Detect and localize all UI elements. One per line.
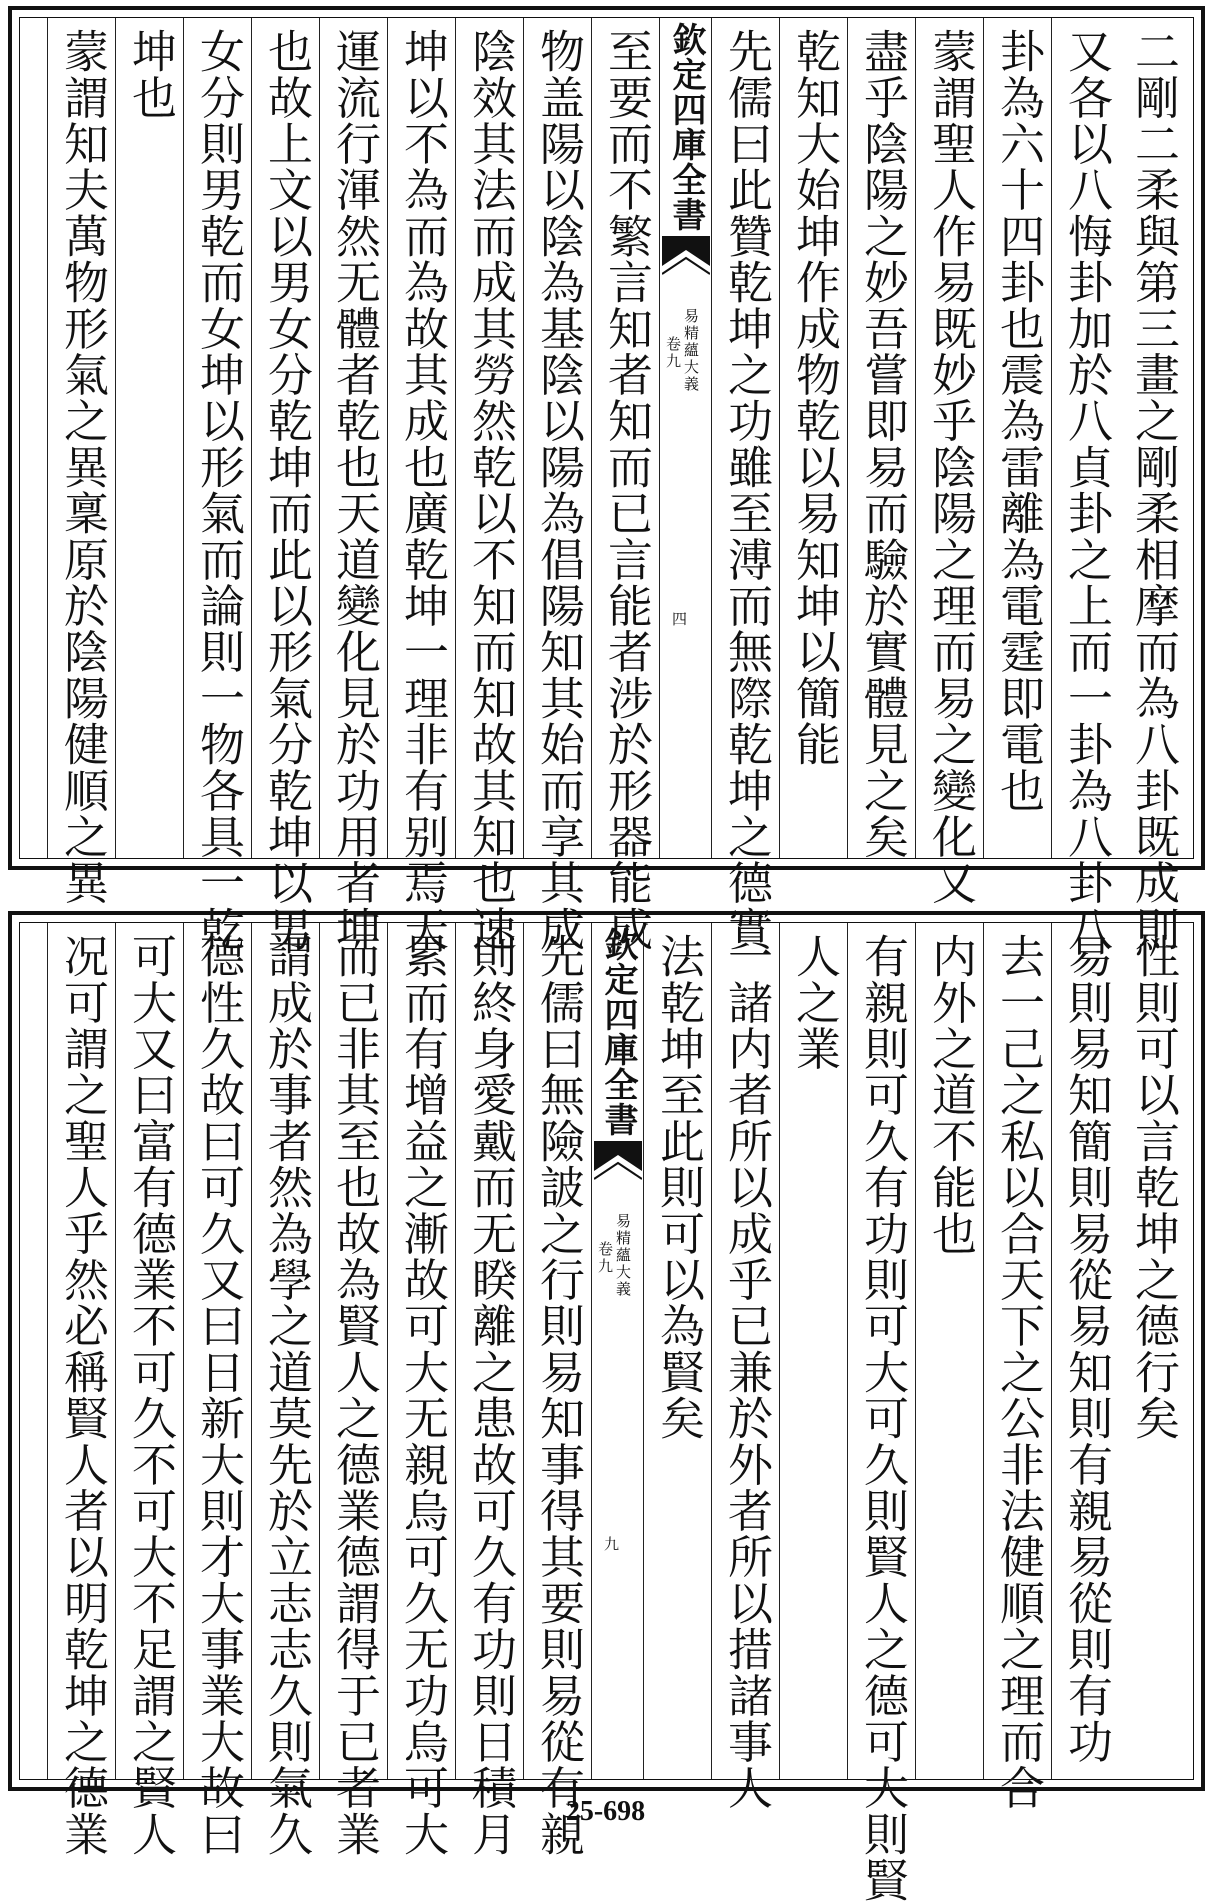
column-text: 盡乎陰陽之妙吾嘗即易而驗於實體見之矣	[856, 28, 909, 860]
text-column	[1051, 18, 1119, 952]
text-column	[251, 923, 319, 1857]
column-text: 坤也	[124, 28, 177, 121]
column-text: 物盖陽以陰為基陰以陽為倡陽知其始而享其成	[532, 28, 585, 952]
text-column	[779, 18, 847, 858]
running-title: 易精蘊大義	[614, 1213, 632, 1298]
column-text: 一諸内者所以成乎已兼於外者所以措諸事人	[720, 933, 773, 1811]
column-text: 性則可以言乾坤之德行矣	[1127, 933, 1180, 1442]
text-column	[643, 923, 711, 1779]
column-text: 運流行渾然无體者乾也天道變化見於功用者坤	[328, 28, 381, 952]
column-text: 二剛二柔與第三畫之剛柔相摩而為八卦既成則	[1127, 28, 1180, 952]
footer-page-number: 25-698	[565, 1796, 646, 1827]
text-column	[183, 18, 251, 952]
text-column	[387, 18, 455, 952]
column-text: 法乾坤至此則可以為賢矣	[652, 933, 705, 1442]
column-text: 而已非其至也故為賢人之德業德謂得于已者業	[328, 933, 381, 1857]
fishtail-mark-icon	[594, 1141, 642, 1191]
text-column	[711, 923, 779, 1811]
column-text: 又各以八悔卦加於八貞卦之上而一卦為八卦八	[1060, 28, 1113, 952]
column-text: 謂成於事者然為學之道莫先於立志志久則氣久	[260, 933, 313, 1857]
text-column	[1119, 18, 1187, 952]
column-text: 坤以不為而為故其成也廣乾坤一理非有别焉天	[396, 28, 449, 952]
text-column	[523, 18, 591, 952]
column-text: 易則易知簡則易從易知則有親易從則有功	[1060, 933, 1113, 1765]
text-column	[915, 18, 983, 906]
book-title: 欽定四庫全書	[666, 22, 706, 232]
text-column	[711, 18, 779, 952]
text-column	[387, 923, 455, 1857]
text-column	[847, 18, 915, 858]
column-text: 累而有增益之漸故可大无親烏可久无功烏可大	[396, 933, 449, 1857]
column-text: 蒙謂知夫萬物形氣之異稟原於陰陽健順之異	[56, 28, 109, 906]
column-text: 女分則男乾而女坤以形氣而論則一物各具一乾	[192, 28, 245, 952]
column-text: 至要而不繁言知者知而已言能者涉於形器能成	[600, 28, 653, 952]
top-page	[8, 6, 1205, 952]
column-text: 則終身愛戴而无睽離之患故可久有功則日積月	[464, 933, 517, 1857]
center-gutter	[659, 18, 711, 858]
volume-label: 卷九	[596, 1241, 614, 1275]
text-column	[115, 923, 183, 1857]
text-column	[523, 923, 591, 1857]
text-column	[251, 18, 319, 952]
text-column	[115, 18, 183, 858]
text-column	[983, 923, 1051, 1811]
text-column	[915, 923, 983, 1779]
text-column	[47, 923, 115, 1857]
fishtail-mark-icon	[662, 236, 710, 286]
column-text: 况可謂之聖人乎然必稱賢人者以明乾坤之德業	[56, 933, 109, 1857]
column-text: 可大又曰富有德業不可久不可大不足謂之賢人	[124, 933, 177, 1857]
text-column	[319, 923, 387, 1857]
leaf-number: 四	[672, 610, 688, 628]
column-text: 先儒曰無險詖之行則易知事得其要則易從有親	[532, 933, 585, 1857]
center-gutter	[591, 923, 643, 1779]
column-text: 先儒曰此贊乾坤之功雖至溥而無際乾坤之德實	[720, 28, 773, 952]
text-column	[983, 18, 1051, 858]
text-column	[183, 923, 251, 1857]
text-column	[1119, 923, 1187, 1779]
running-title: 易精蘊大義	[682, 308, 700, 393]
text-column	[1051, 923, 1119, 1779]
text-column	[455, 923, 523, 1857]
column-text: 乾知大始坤作成物乾以易知坤以簡能	[788, 28, 841, 768]
column-text: 卦為六十四卦也震為雷離為電霆即電也	[992, 28, 1045, 814]
text-column	[47, 18, 115, 906]
leaf-number: 九	[604, 1535, 620, 1553]
text-column	[591, 18, 659, 952]
column-text: 有親則可久有功則可大可久則賢人之德可大則賢	[856, 933, 909, 1903]
text-column	[779, 923, 847, 1779]
column-text: 德性久故曰可久又曰日新大則才大事業大故曰	[192, 933, 245, 1857]
column-text: 蒙謂聖人作易既妙乎陰陽之理而易之變化又	[924, 28, 977, 906]
book-title: 欽定四庫全書	[598, 927, 638, 1137]
text-column	[847, 923, 915, 1903]
column-text: 陰效其法而成其勞然乾以不知而知故其知也速	[464, 28, 517, 952]
text-column	[455, 18, 523, 952]
column-text: 人之業	[788, 933, 841, 1072]
column-text: 也故上文以男女分乾坤而此以形氣分乾坤以男	[260, 28, 313, 952]
text-column	[319, 18, 387, 952]
column-text: 内外之道不能也	[924, 933, 977, 1257]
volume-label: 卷九	[664, 336, 682, 370]
column-text: 去一己之私以合天下之公非法健順之理而合	[992, 933, 1045, 1811]
